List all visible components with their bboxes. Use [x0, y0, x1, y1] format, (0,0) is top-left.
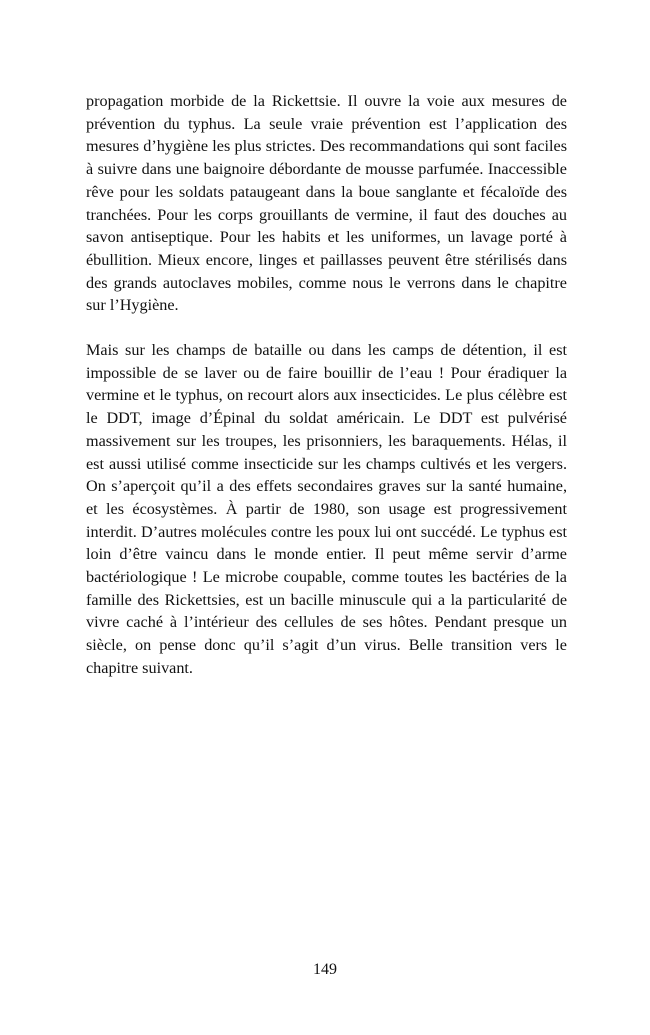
- paragraph-1: propagation morbide de la Rickettsie. Il ouvre la voie aux mesures de prévention du typhus. La seule vraie prévention est l’application des mesures d’hygiène les plus strictes. Des recommandations qui sont faciles à suivre dans une baignoire débordante de mousse parfumée. Inaccessible rêve pour les soldats pataugeant dans la boue sanglante et fécaloïde des tranchées. Pour les corps grouillants de vermine, il faut des douches au savon antiseptique. Pour les habits et les uniformes, un lavage porté à ébullition. Mieux encore, linges et paillasses peuvent être stérilisés dans des grands autoclaves mobiles, comme nous le verrons dans le chapitre sur l’Hygiène.: [86, 92, 567, 315]
- page-number: 149: [313, 961, 337, 978]
- paragraph-2: Mais sur les champs de bataille ou dans les camps de détention, il est impossible de se laver ou de faire bouillir de l’eau ! Pour éradiquer la vermine et le typhus, on recourt alors aux insecticides. Le plus célèbre est le DDT, image d’Épinal du soldat américain. Le DDT est pulvérisé massivement sur les troupes, les prisonniers, les baraquements. Hélas, il est aussi utilisé comme insecticide sur les champs cultivés et les vergers. On s’aperçoit qu’il a des effets secondaires graves sur la santé humaine, et les écosystèmes. À partir de 1980, son usage est progressivement interdit. D’autres molécules contre les poux lui ont succédé. Le typhus est loin d’être vaincu dans le monde entier. Il peut même servir d’arme bactériologique ! Le microbe coupable, comme toutes les bactéries de la famille des Rickettsies, est un bacille minuscule qui a la particularité de vivre caché à l’intérieur des cellules de ses hôtes. Pendant presque un siècle, on pense donc qu’il s’agit d’un virus. Belle transition vers le chapitre suivant.: [86, 341, 567, 677]
- body-text: [86, 90, 567, 680]
